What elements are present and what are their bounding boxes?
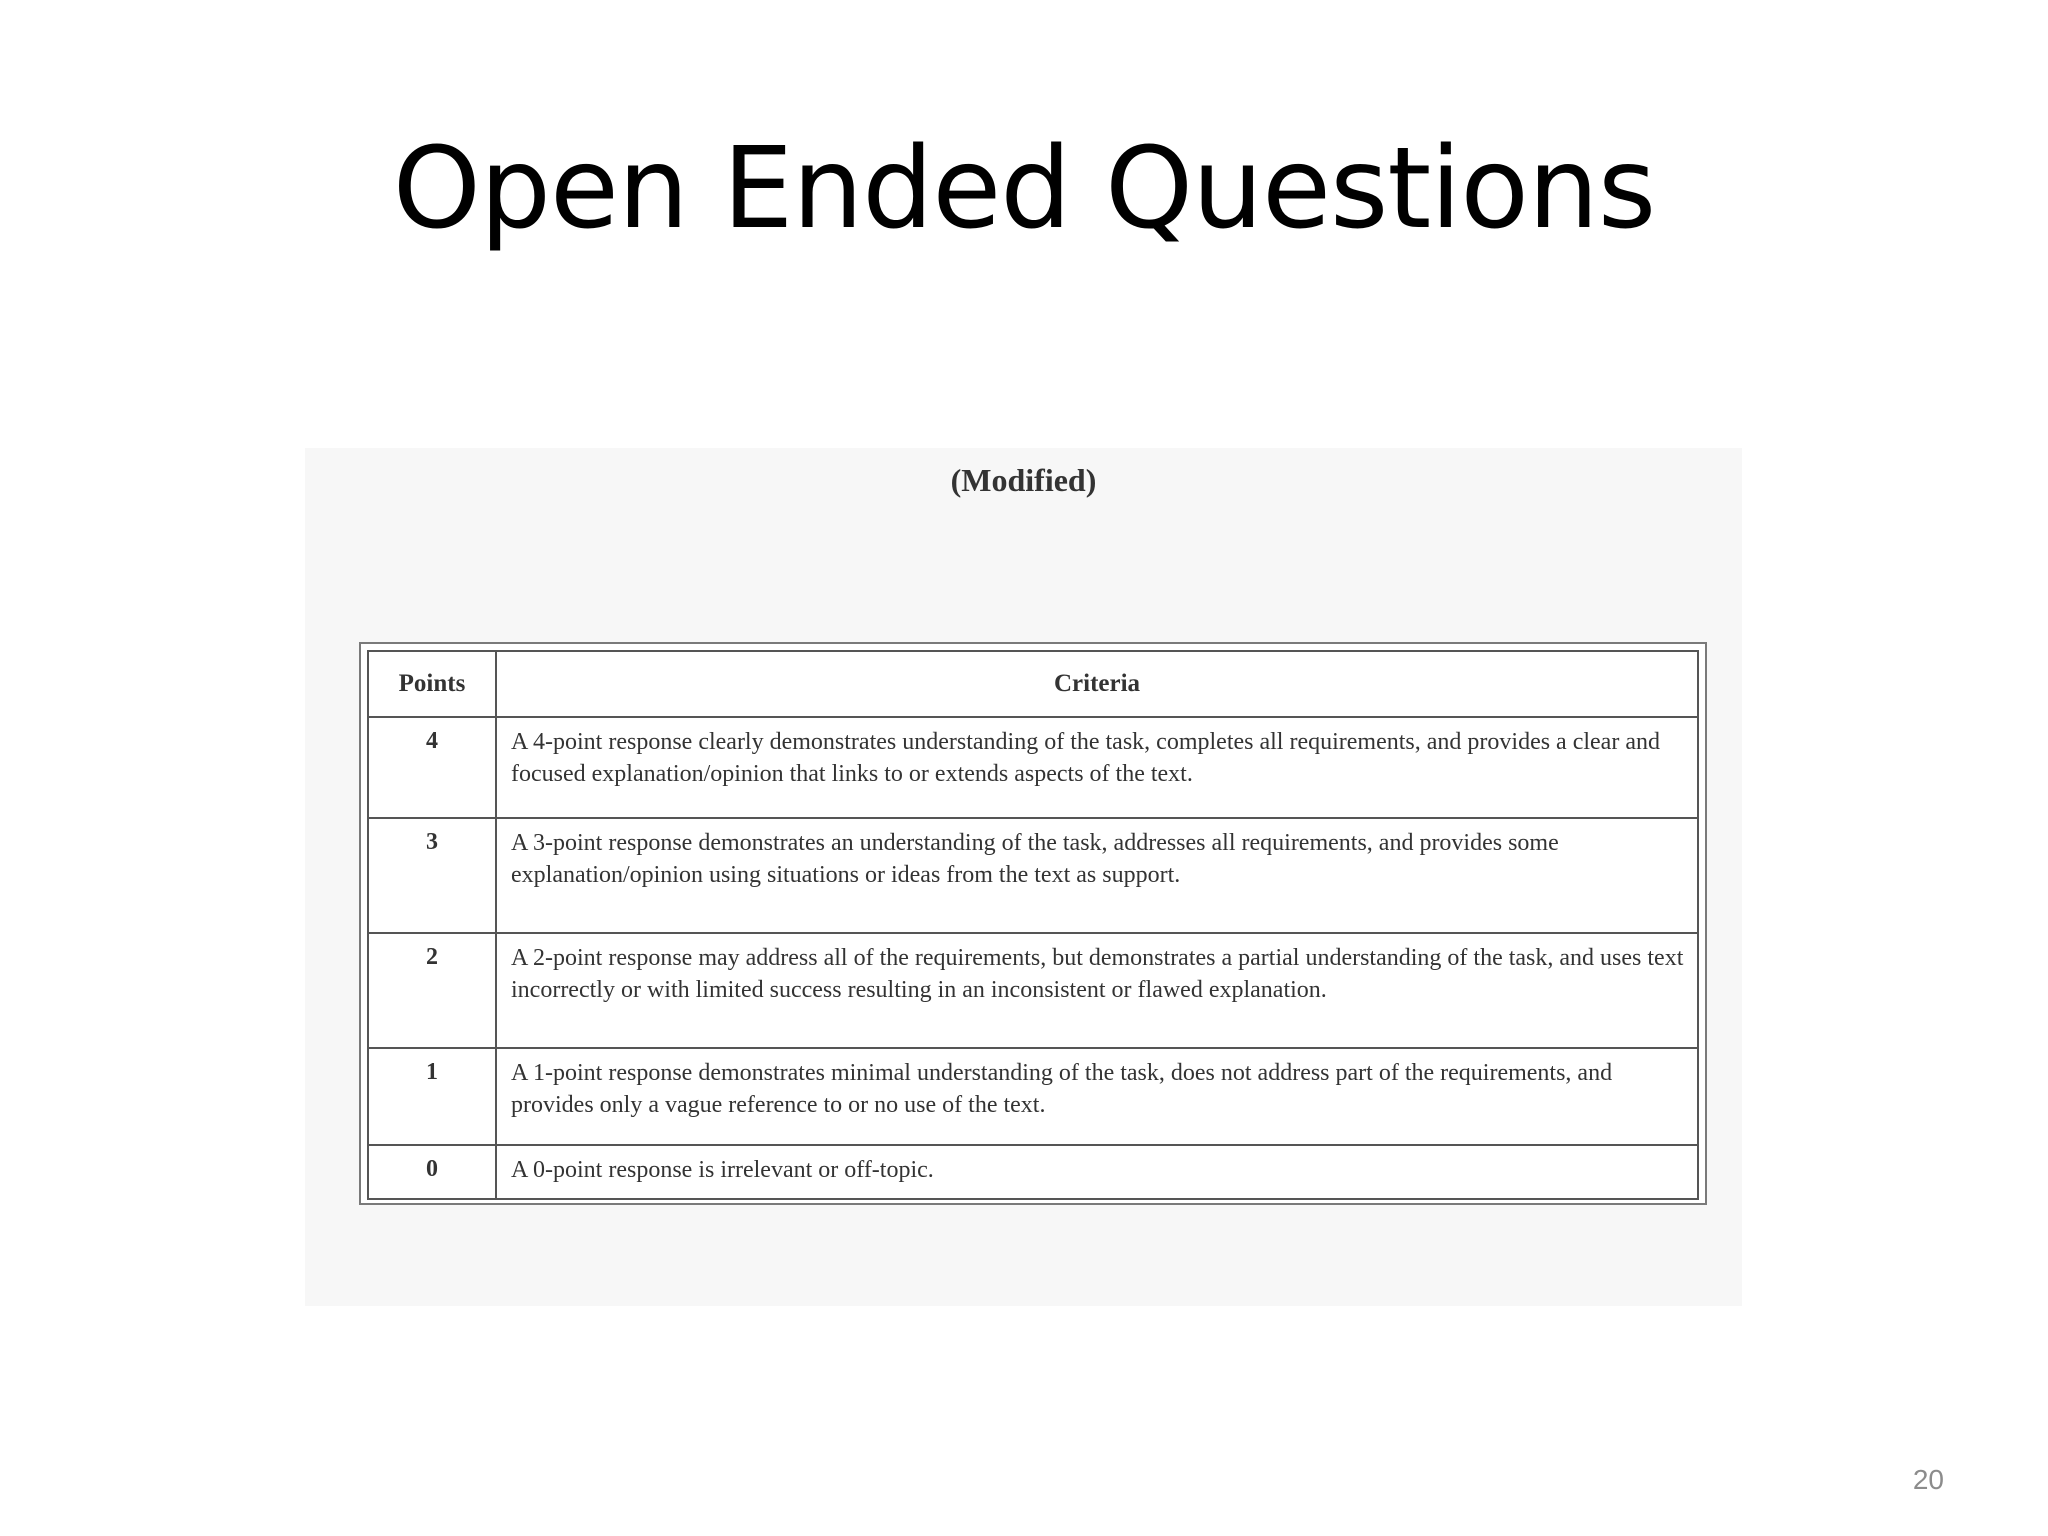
points-column-header: Points bbox=[368, 651, 496, 717]
criteria-cell: A 3-point response demonstrates an understanding of the task, addresses all requirements, and provides some explanation/opinion using situations or ideas from the text as support. bbox=[496, 818, 1698, 933]
criteria-cell: A 2-point response may address all of the requirements, but demonstrates a partial understanding of the task, and uses text incorrectly or with limited success resulting in an inconsistent or flawed explanation. bbox=[496, 933, 1698, 1048]
figure-caption: (Modified) bbox=[950, 462, 1097, 498]
page-number: 20 bbox=[1912, 1464, 1944, 1495]
table-row bbox=[368, 717, 1698, 818]
criteria-cell: A 1-point response demonstrates minimal understanding of the task, does not address part of the requirements, and provides only a vague reference to or no use of the text. bbox=[496, 1048, 1698, 1145]
table-header-row bbox=[368, 651, 1698, 717]
rubric-figure bbox=[305, 448, 1742, 1306]
table-row bbox=[368, 1145, 1698, 1199]
table-row bbox=[368, 818, 1698, 933]
criteria-cell: A 0-point response is irrelevant or off-topic. bbox=[496, 1145, 1698, 1199]
table-row bbox=[368, 933, 1698, 1048]
points-cell: 0 bbox=[368, 1145, 496, 1199]
criteria-column-header: Criteria bbox=[496, 651, 1698, 717]
points-cell: 4 bbox=[368, 717, 496, 818]
points-cell: 1 bbox=[368, 1048, 496, 1145]
points-cell: 3 bbox=[368, 818, 496, 933]
rubric-table bbox=[367, 650, 1699, 1200]
points-cell: 2 bbox=[368, 933, 496, 1048]
slide-title: Open Ended Questions bbox=[392, 124, 1656, 254]
criteria-cell: A 4-point response clearly demonstrates understanding of the task, completes all requirements, and provides a clear and focused explanation/opinion that links to or extends aspects of the text. bbox=[496, 717, 1698, 818]
rubric-table-frame bbox=[359, 642, 1707, 1205]
table-row bbox=[368, 1048, 1698, 1145]
